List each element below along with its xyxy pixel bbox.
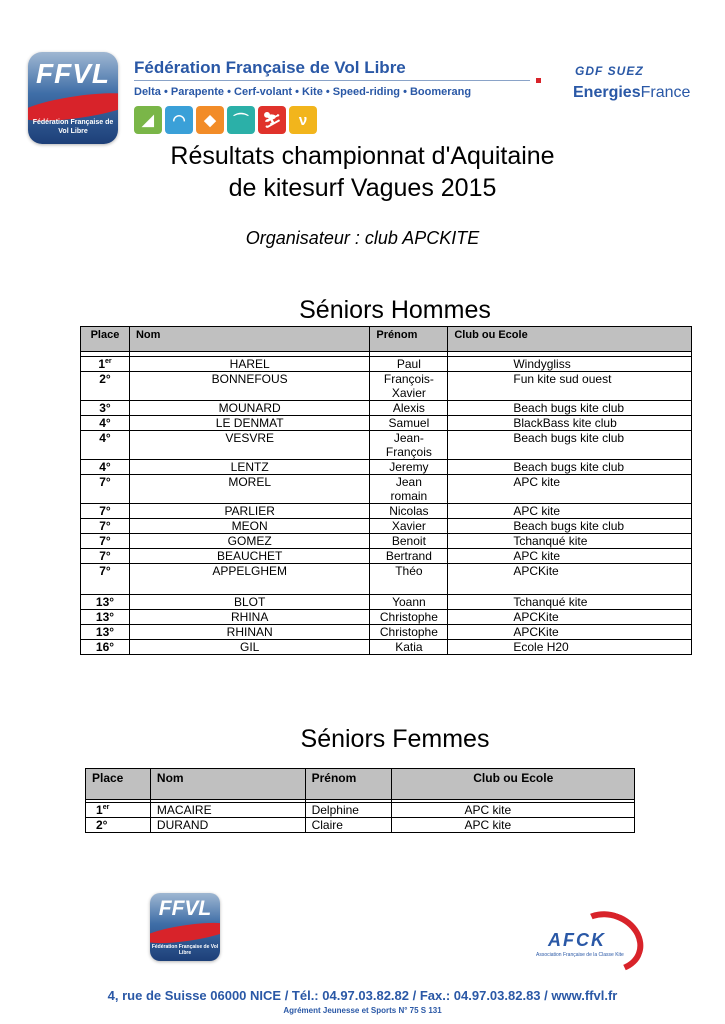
- table-row: [81, 460, 692, 475]
- nom-cell: GOMEZ: [129, 534, 369, 549]
- table-row: [81, 549, 692, 564]
- delta-icon: ◢: [134, 106, 162, 134]
- table-row: [81, 640, 692, 655]
- prenom-cell: [370, 357, 448, 372]
- place-value: 13°: [95, 595, 115, 609]
- prenom-cell: [370, 610, 448, 625]
- nom-cell: MOREL: [129, 475, 369, 504]
- place-cell: [81, 519, 130, 534]
- club-cell: APC kite: [448, 504, 692, 519]
- table-row: [81, 564, 692, 595]
- place-value: 2°: [99, 372, 111, 386]
- nom-cell: RHINA: [129, 610, 369, 625]
- boomerang-icon: ν: [289, 106, 317, 134]
- place-value: 13°: [95, 610, 115, 624]
- nom-cell: HAREL: [129, 357, 369, 372]
- place-cell: [81, 357, 130, 372]
- footer-agrement: Agrément Jeunesse et Sports N° 75 S 131: [283, 1006, 442, 1015]
- club-cell: Beach bugs kite club: [448, 519, 692, 534]
- nom-cell: MACAIRE: [150, 803, 305, 818]
- col-club: Club ou Ecole: [392, 769, 635, 800]
- place-cell: [86, 803, 151, 818]
- women-results-table: [85, 768, 635, 833]
- logo-swoosh: [150, 919, 220, 947]
- nom-cell: MOUNARD: [129, 401, 369, 416]
- nom-cell: LENTZ: [129, 460, 369, 475]
- nom-cell: VESVRE: [129, 431, 369, 460]
- nom-cell: BLOT: [129, 595, 369, 610]
- page-title: [0, 140, 725, 204]
- prenom-cell: [370, 625, 448, 640]
- club-cell: Beach bugs kite club: [448, 431, 692, 460]
- prenom-value: Christophe: [379, 625, 438, 639]
- club-cell: APCKite: [448, 625, 692, 640]
- club-cell: APCKite: [448, 610, 692, 625]
- prenom-cell: [370, 640, 448, 655]
- table-row: [81, 401, 692, 416]
- place-cell: [81, 549, 130, 564]
- nom-cell: PARLIER: [129, 504, 369, 519]
- prenom-value: Benoit: [391, 534, 426, 548]
- col-nom: Nom: [129, 327, 369, 352]
- table-row: [81, 357, 692, 372]
- club-cell: Beach bugs kite club: [448, 460, 692, 475]
- club-cell: BlackBass kite club: [448, 416, 692, 431]
- prenom-cell: [370, 460, 448, 475]
- discipline-icons: [134, 106, 317, 134]
- prenom-value: Bertrand: [385, 549, 432, 563]
- women-heading: Séniors Femmes: [300, 725, 490, 753]
- prenom-value: Yoann: [392, 595, 426, 609]
- prenom-value: Paul: [396, 357, 421, 371]
- club-cell: APCKite: [448, 564, 692, 595]
- place-value: 7°: [99, 519, 111, 533]
- club-cell: Windygliss: [448, 357, 692, 372]
- prenom-value: Katia: [395, 640, 423, 654]
- prenom-cell: [370, 595, 448, 610]
- ffvl-logo: [28, 52, 118, 144]
- prenom-cell: [370, 431, 448, 460]
- place-cell: [81, 625, 130, 640]
- table-header-row: [81, 327, 692, 352]
- afck-text: AFCK: [548, 930, 606, 950]
- prenom-cell: [370, 564, 448, 595]
- table-row: [81, 595, 692, 610]
- prenom-value: François-: [383, 372, 434, 386]
- prenom-line-2: romain: [390, 489, 428, 503]
- prenom-cell: [370, 519, 448, 534]
- place-value: 4°: [99, 431, 111, 445]
- place-cell: [81, 460, 130, 475]
- place-cell: [81, 504, 130, 519]
- club-cell: APC kite: [448, 549, 692, 564]
- footer-ffvl-logo: [150, 893, 220, 961]
- place-cell: [81, 372, 130, 401]
- men-heading: Séniors Hommes: [299, 296, 491, 324]
- disciplines-line: Delta • Parapente • Cerf-volant • Kite • Speed-riding • Boomerang: [134, 86, 472, 98]
- cerf-volant-icon: ◆: [196, 106, 224, 134]
- speed-riding-icon: ⛷: [258, 106, 286, 134]
- place-value: 1: [96, 803, 103, 817]
- place-value: 7°: [99, 534, 111, 548]
- place-cell: [86, 818, 151, 833]
- place-suffix: er: [102, 804, 110, 811]
- club-cell: Tchanqué kite: [448, 534, 692, 549]
- table-row: [81, 431, 692, 460]
- table-row: [81, 475, 692, 504]
- title-line-2: de kitesurf Vagues 2015: [228, 174, 497, 202]
- kite-icon: ⌒: [227, 106, 255, 134]
- prenom-line-2: Xavier: [391, 386, 426, 400]
- logo-caption: Fédération Française de Vol Libre: [32, 119, 114, 135]
- place-cell: [81, 431, 130, 460]
- prenom-cell: [370, 534, 448, 549]
- table-row: [86, 818, 635, 833]
- prenom-value: Théo: [395, 564, 423, 578]
- header-red-mark: [536, 78, 541, 83]
- nom-cell: GIL: [129, 640, 369, 655]
- sponsor-energies-france: [573, 84, 690, 102]
- place-value: 3°: [99, 401, 111, 415]
- col-place: Place: [86, 769, 151, 800]
- table-row: [86, 803, 635, 818]
- parapente-icon: ◠: [165, 106, 193, 134]
- place-cell: [81, 595, 130, 610]
- club-cell: APC kite: [392, 803, 635, 818]
- place-value: 7°: [99, 549, 111, 563]
- prenom-cell: [370, 475, 448, 504]
- col-prenom: Prénom: [305, 769, 392, 800]
- table-row: [81, 504, 692, 519]
- col-nom: Nom: [150, 769, 305, 800]
- prenom-value: Christophe: [379, 610, 438, 624]
- place-value: 4°: [99, 460, 111, 474]
- place-value: 1: [98, 357, 105, 371]
- logo-text: FFVL: [158, 897, 212, 920]
- club-cell: APC kite: [392, 818, 635, 833]
- place-cell: [81, 534, 130, 549]
- prenom-value: Nicolas: [389, 504, 429, 518]
- prenom-value: Jean: [395, 475, 422, 489]
- place-value: 7°: [99, 475, 111, 489]
- club-cell: Beach bugs kite club: [448, 401, 692, 416]
- prenom-line-2: François: [385, 445, 432, 459]
- col-club: Club ou Ecole: [448, 327, 692, 352]
- nom-cell: DURAND: [150, 818, 305, 833]
- prenom-cell: Claire: [305, 818, 392, 833]
- col-prenom: Prénom: [370, 327, 448, 352]
- sponsor-gdf-suez: GDF SUEZ: [575, 64, 644, 78]
- prenom-value: Jeremy: [389, 460, 429, 474]
- club-cell: Fun kite sud ouest: [448, 372, 692, 401]
- table-row: [81, 534, 692, 549]
- place-cell: [81, 564, 130, 595]
- place-cell: [81, 640, 130, 655]
- nom-cell: MEON: [129, 519, 369, 534]
- place-value: 7°: [99, 504, 111, 518]
- prenom-cell: [370, 504, 448, 519]
- federation-name: Fédération Française de Vol Libre: [134, 58, 406, 77]
- prenom-cell: Delphine: [305, 803, 392, 818]
- prenom-cell: [370, 416, 448, 431]
- prenom-cell: [370, 372, 448, 401]
- organiser: Organisateur : club APCKITE: [245, 228, 480, 248]
- nom-cell: BEAUCHET: [129, 549, 369, 564]
- afck-caption: Association Française de la Classe Kite: [536, 952, 624, 958]
- prenom-value: Alexis: [392, 401, 425, 415]
- nom-cell: LE DENMAT: [129, 416, 369, 431]
- sponsor-energies: Energies: [573, 84, 641, 101]
- nom-cell: RHINAN: [129, 625, 369, 640]
- table-row: [81, 519, 692, 534]
- footer-address: 4, rue de Suisse 06000 NICE / Tél.: 04.97.03.82.82 / Fax.: 04.97.03.82.83 / www.ffvl.fr: [107, 988, 618, 1003]
- place-cell: [81, 475, 130, 504]
- logo-caption: Fédération Française de Vol Libre: [151, 944, 219, 956]
- prenom-cell: [370, 401, 448, 416]
- table-row: [81, 372, 692, 401]
- logo-text: FFVL: [36, 58, 110, 89]
- prenom-value: Xavier: [391, 519, 426, 533]
- prenom-value: Samuel: [388, 416, 430, 430]
- nom-cell: APPELGHEM: [129, 564, 369, 595]
- title-line-1: Résultats championnat d'Aquitaine: [170, 142, 555, 170]
- table-row: [81, 610, 692, 625]
- place-cell: [81, 416, 130, 431]
- sponsor-france: France: [640, 84, 691, 101]
- place-value: 2°: [96, 818, 108, 832]
- col-place: Place: [81, 327, 130, 352]
- place-cell: [81, 401, 130, 416]
- place-value: 16°: [95, 640, 115, 654]
- table-row: [81, 625, 692, 640]
- nom-cell: BONNEFOUS: [129, 372, 369, 401]
- club-cell: Tchanqué kite: [448, 595, 692, 610]
- club-cell: Ecole H20: [448, 640, 692, 655]
- place-value: 7°: [99, 564, 111, 578]
- men-results-table: [80, 326, 692, 655]
- table-header-row: [86, 769, 635, 800]
- prenom-value: Jean-: [393, 431, 424, 445]
- club-cell: APC kite: [448, 475, 692, 504]
- prenom-cell: [370, 549, 448, 564]
- afck-logo: [536, 912, 636, 964]
- table-row: [81, 416, 692, 431]
- place-value: 4°: [99, 416, 111, 430]
- place-value: 13°: [95, 625, 115, 639]
- place-suffix: er: [105, 358, 112, 365]
- header-rule: [134, 80, 530, 81]
- place-cell: [81, 610, 130, 625]
